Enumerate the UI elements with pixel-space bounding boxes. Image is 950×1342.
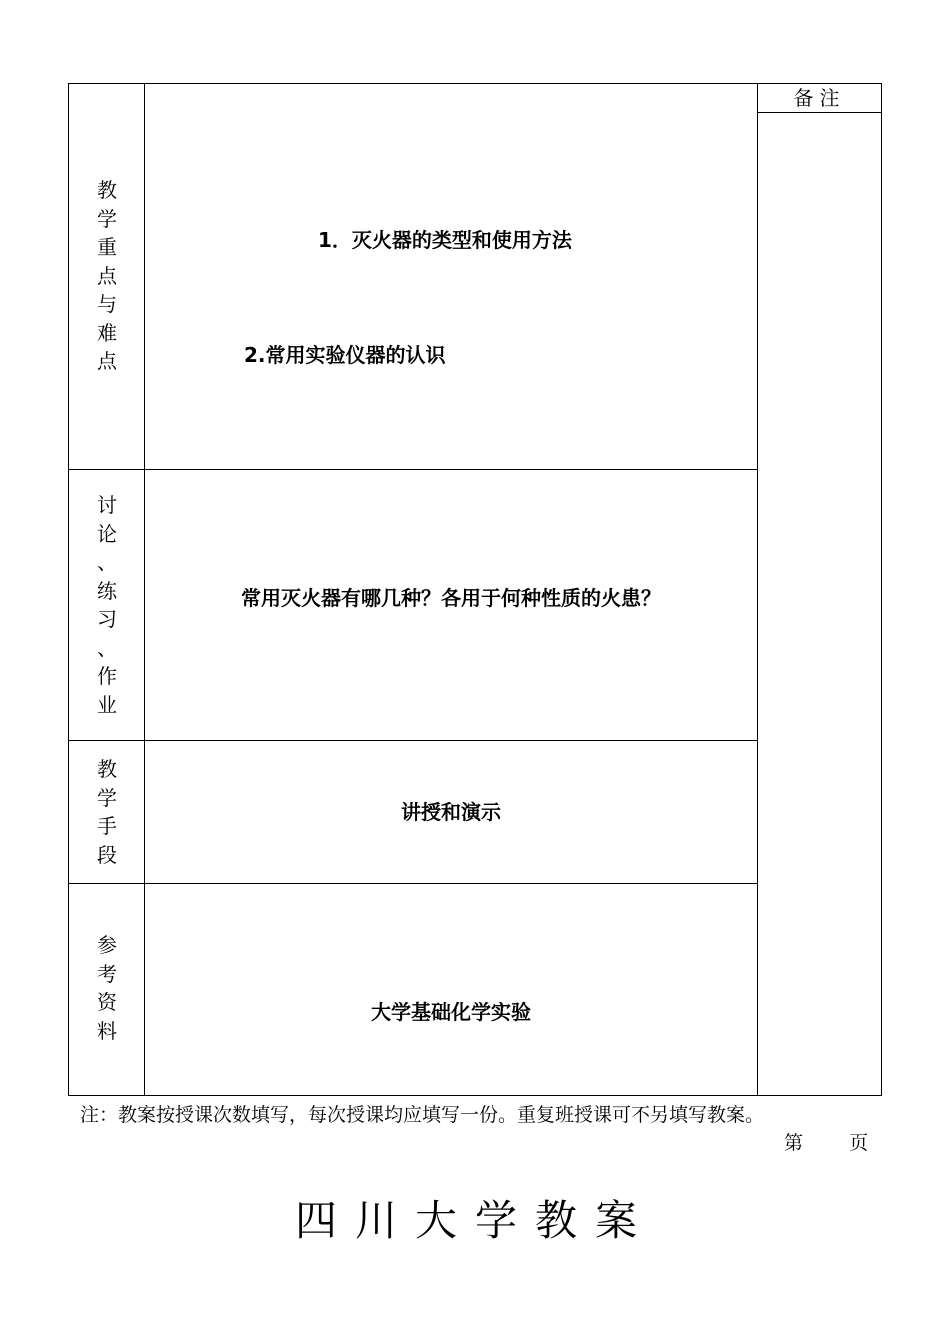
remarks-column-divider (757, 83, 758, 1096)
references-content: 大学基础化学实验 (371, 1000, 531, 1024)
key-point-item-1: 1．灭火器的类型和使用方法 (318, 228, 572, 252)
row-label-discussion: 讨 论 、 练 习 、 作 业 (97, 493, 117, 717)
page-number (784, 1128, 868, 1155)
row-label-references: 参 考 资 料 (97, 933, 117, 1043)
row-divider-2 (68, 740, 758, 741)
page-prefix: 第 (784, 1132, 804, 1154)
table-bottom-border (68, 1095, 882, 1096)
row-divider-1 (68, 469, 758, 470)
next-page-title: 四川大学教案 (294, 1196, 655, 1245)
remarks-header: 备注 (793, 86, 846, 110)
teaching-methods-content: 讲授和演示 (401, 800, 501, 824)
row-label-teaching-methods: 教 学 手 段 (97, 757, 117, 867)
page-suffix: 页 (849, 1132, 869, 1154)
row-divider-3 (68, 883, 758, 884)
row-label-key-points: 教 学 重 点 与 难 点 (97, 178, 117, 373)
discussion-content: 常用灭火器有哪几种？各用于何种性质的火患？ (241, 586, 661, 610)
table-right-border (881, 83, 882, 1096)
footer-note: 注：教案按授课次数填写，每次授课均应填写一份。重复班授课可不另填写教案。 (80, 1104, 765, 1126)
remarks-header-divider (757, 112, 882, 113)
key-point-item-2: 2.常用实验仪器的认识 (244, 343, 446, 367)
